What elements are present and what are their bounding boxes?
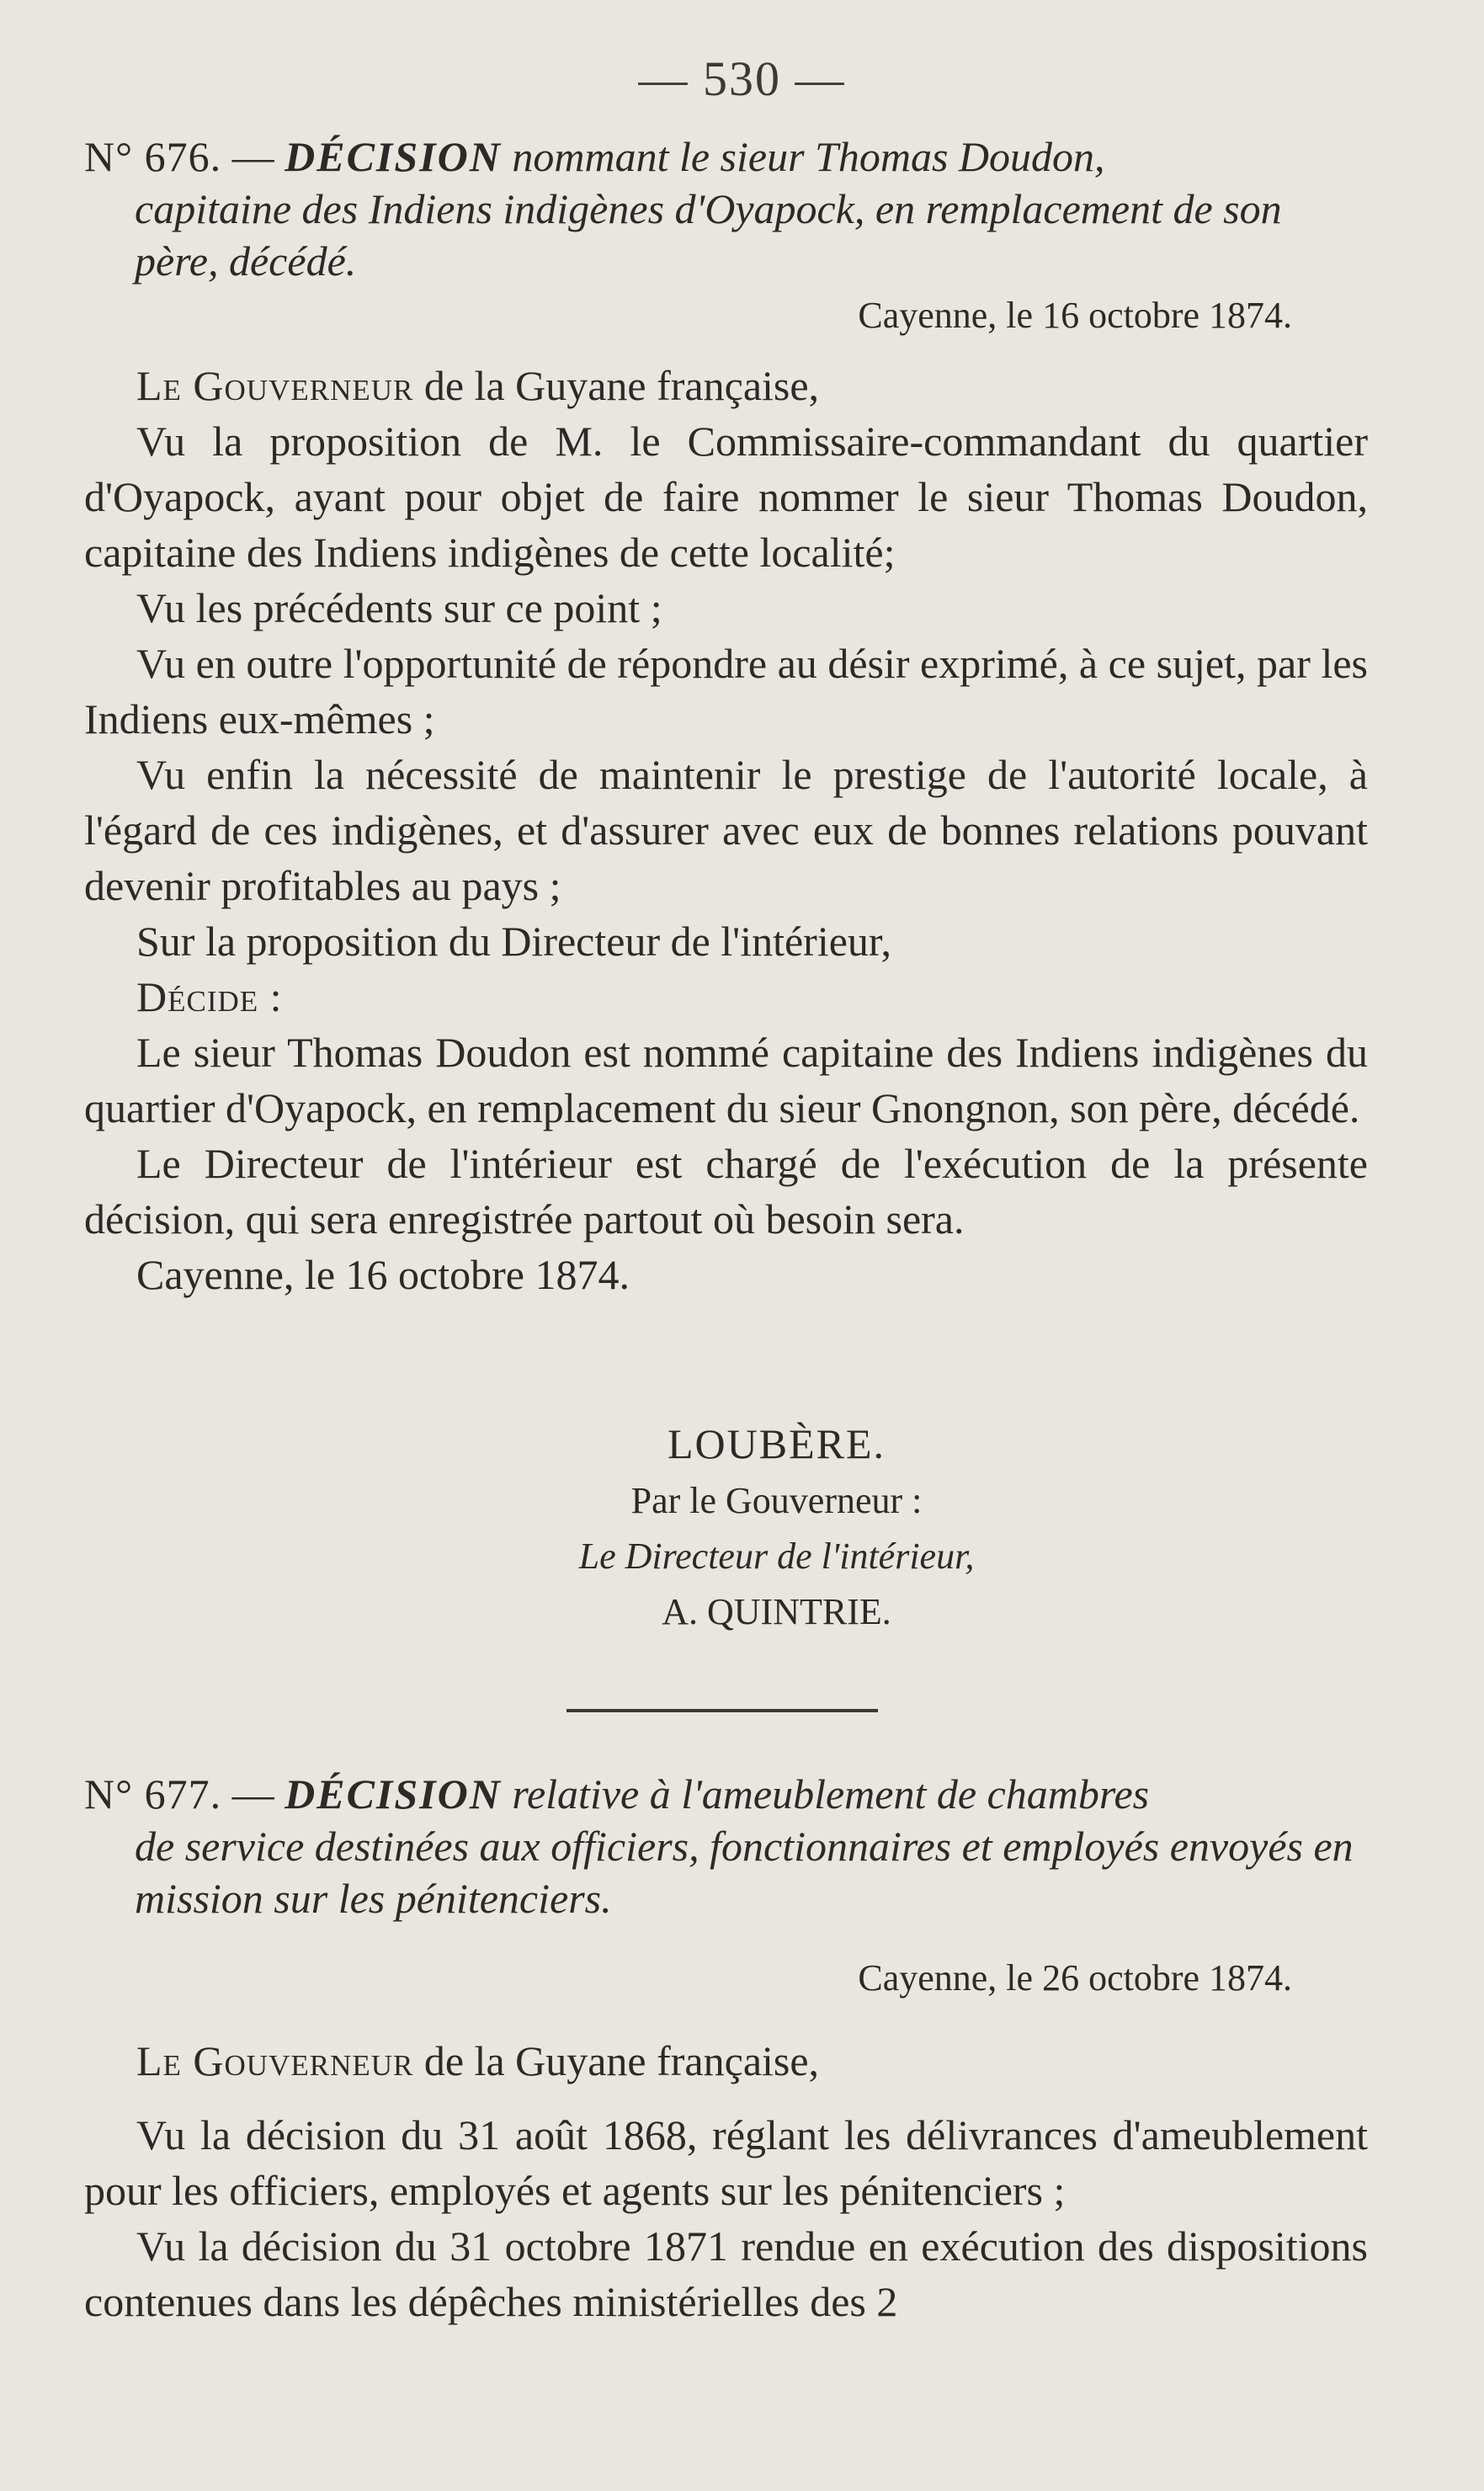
decision-676-paragraph: Sur la proposition du Directeur de l'intérieur, — [136, 918, 892, 965]
decision-677-dateline — [84, 1953, 1368, 2004]
decision-677-word: DÉCISION — [285, 1770, 502, 1818]
decision-676-title-rest: nommant le sieur Thomas Doudon, — [501, 133, 1105, 180]
decision-677-date: Cayenne, le 26 octobre 1874. — [858, 1957, 1292, 1999]
decision-676-word: DÉCISION — [285, 133, 502, 180]
decision-677-body — [84, 2033, 1368, 2329]
decision-677-title-cont: de service destinées aux officiers, fonctionnaires et employés envoyés en mission sur les pénitenciers. — [135, 1823, 1354, 1922]
section-divider — [566, 1709, 878, 1712]
decision-676-paragraph: Vu les précédents sur ce point ; — [136, 584, 662, 631]
decision-676-signatures — [84, 1414, 1368, 1640]
decision-677-governor — [84, 2033, 1368, 2089]
decision-676-paragraph: Vu la proposition de M. le Commissaire-commandant du quartier d'Oyapock, ayant pour objet de faire nommer le sieur Thomas Doudon, capitaine des Indiens indigènes de cette localité; — [84, 418, 1368, 576]
directeur-name: A. QUINTRIE. — [662, 1591, 891, 1632]
decision-676-decision-paragraph: Le sieur Thomas Doudon est nommé capitaine des Indiens indigènes du quartier d'Oyapock, en remplacement du sieur Gnongnon, son père, décédé. — [84, 1029, 1368, 1131]
decision-676-governor-caps: Le Gouverneur — [136, 362, 414, 409]
decision-676-paragraph: Vu en outre l'opportunité de répondre au désir exprimé, à ce sujet, par les Indiens eux-mêmes ; — [84, 640, 1368, 743]
page-number: — 530 — — [638, 51, 846, 106]
decision-677-title-rest: relative à l'ameublement de chambres — [501, 1770, 1150, 1818]
decision-676-body — [84, 358, 1368, 1302]
decision-677-dash: — — [221, 1770, 285, 1818]
signatory-name: LOUBÈRE. — [667, 1420, 886, 1467]
decision-677-governor-rest: de la Guyane française, — [413, 2037, 820, 2084]
decision-676-paragraph: Vu enfin la nécessité de maintenir le prestige de l'autorité locale, à l'égard de ces indigènes, et d'assurer avec eux de bonnes relations pouvant devenir profitables au pays ; — [84, 751, 1368, 909]
decision-676-governor — [84, 358, 1368, 413]
decision-676-decide: Décide : — [136, 973, 283, 1020]
decision-677-governor-caps: Le Gouverneur — [136, 2037, 414, 2084]
directeur-title: Le Directeur de l'intérieur, — [578, 1536, 975, 1577]
decision-676-decision-paragraph: Le Directeur de l'intérieur est chargé de l'exécution de la présente décision, qui sera enregistrée partout où besoin sera. — [84, 1140, 1368, 1243]
decision-676-number: N° 676. — [84, 133, 222, 180]
decision-676-closing-date: Cayenne, le 16 octobre 1874. — [136, 1251, 630, 1298]
par-le-gouverneur: Par le Gouverneur : — [630, 1480, 923, 1521]
decision-676-governor-rest: de la Guyane française, — [413, 362, 820, 409]
decision-677-title-line — [84, 1768, 1368, 1820]
decision-677-number: N° 677. — [84, 1770, 222, 1818]
decision-676-date: Cayenne, le 16 octobre 1874. — [858, 295, 1292, 336]
decision-677-paragraph: Vu la décision du 31 octobre 1871 rendue en exécution des dispositions contenues dans les dépêches ministérielles des 2 — [84, 2222, 1368, 2325]
decision-677-paragraph: Vu la décision du 31 août 1868, réglant les délivrances d'ameublement pour les officiers, employés et agents sur les pénitenciers ; — [84, 2111, 1368, 2214]
decision-676-title-line — [84, 130, 1368, 183]
decision-677-header — [84, 1768, 1368, 1924]
decision-676-dash: — — [221, 133, 285, 180]
decision-676-title-cont: capitaine des Indiens indigènes d'Oyapock, en remplacement de son père, décédé. — [135, 185, 1282, 285]
decision-676-dateline — [84, 290, 1368, 341]
decision-676-header — [84, 130, 1368, 287]
